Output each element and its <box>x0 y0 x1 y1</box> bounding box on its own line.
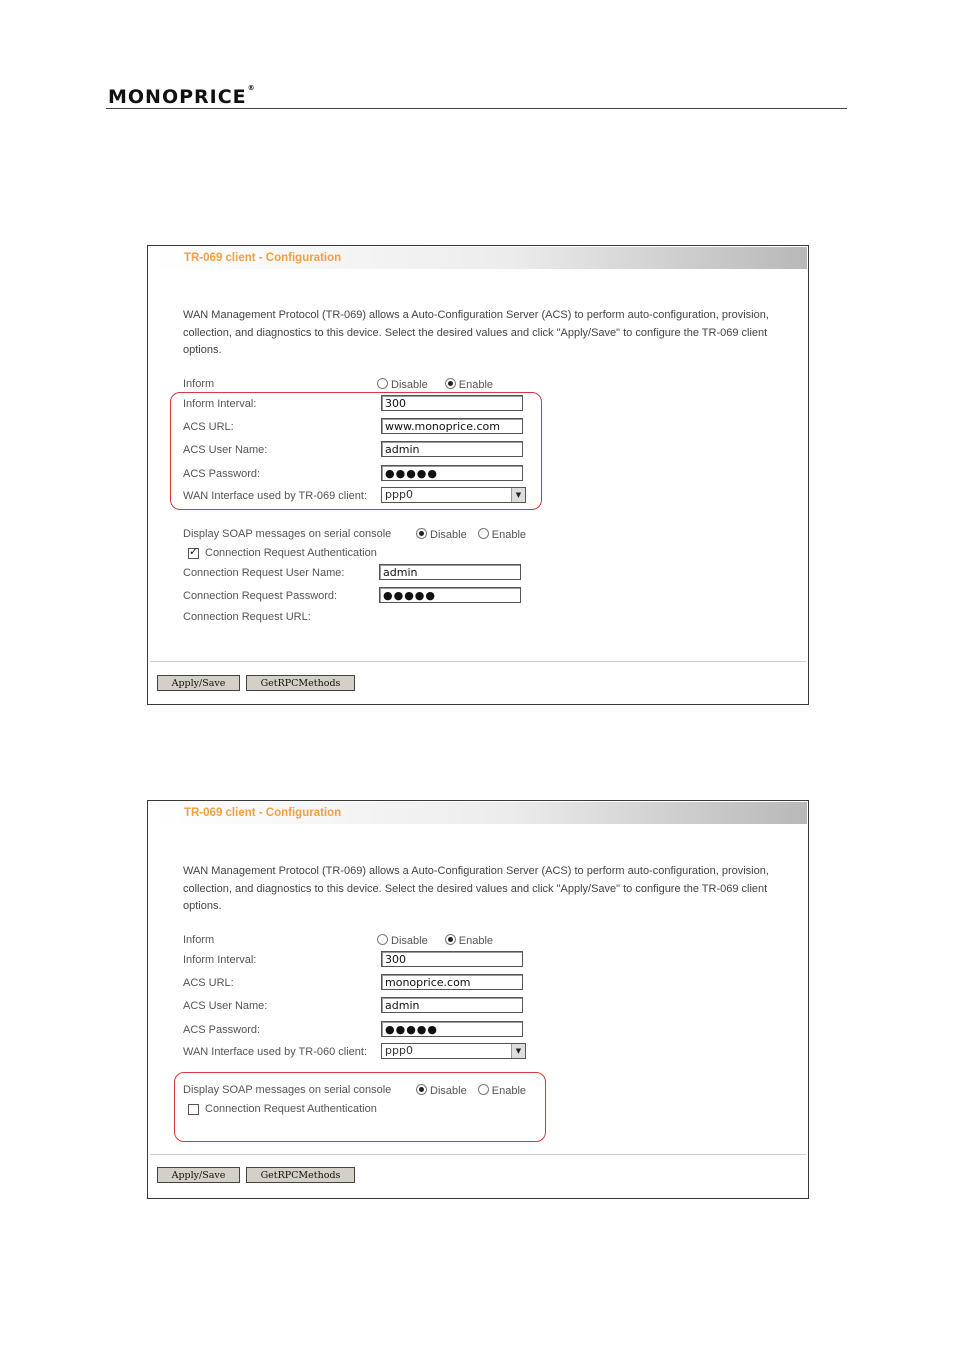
apply-save-button[interactable]: Apply/Save <box>157 1167 240 1183</box>
acs-user-label: ACS User Name: <box>183 1000 268 1012</box>
acs-user-input[interactable]: admin <box>381 997 523 1013</box>
panel-title: TR-069 client - Configuration <box>149 802 807 824</box>
conn-auth-checkbox[interactable] <box>188 548 199 559</box>
panel-description: WAN Management Protocol (TR-069) allows a Auto-Configuration Server (ACS) to perform auto-configuration, provision, collection, and diagnostics to this device. Select the desired values and click "Apply/Save" to configure the TR-069 client options. <box>183 865 769 912</box>
inform-interval-input[interactable]: 300 <box>381 395 523 411</box>
inform-enable-radio[interactable] <box>445 934 456 945</box>
wan-interface-select[interactable]: ppp0 ▼ <box>381 1043 526 1059</box>
conn-user-label: Connection Request User Name: <box>183 567 345 579</box>
inform-disable-radio[interactable] <box>377 378 388 389</box>
inform-interval-input[interactable]: 300 <box>381 951 523 967</box>
inform-interval-label: Inform Interval: <box>183 954 257 966</box>
wan-interface-select[interactable]: ppp0 ▼ <box>381 487 526 503</box>
inform-radio-group <box>377 378 501 391</box>
soap-label: Display SOAP messages on serial console <box>183 1084 392 1096</box>
inform-disable-radio[interactable] <box>377 934 388 945</box>
footer-divider <box>150 661 806 662</box>
soap-radio-group <box>416 1084 534 1097</box>
tr069-config-panel-1 <box>147 245 809 705</box>
get-rpc-methods-button[interactable]: GetRPCMethods <box>246 675 355 691</box>
wan-interface-label: WAN Interface used by TR-060 client: <box>183 1046 368 1058</box>
acs-password-label: ACS Password: <box>183 1024 261 1036</box>
header-divider <box>106 108 847 109</box>
inform-label: Inform <box>183 378 215 390</box>
acs-url-input[interactable]: monoprice.com <box>381 974 523 990</box>
apply-save-button[interactable]: Apply/Save <box>157 675 240 691</box>
acs-url-input[interactable]: www.monoprice.com <box>381 418 523 434</box>
acs-user-input[interactable]: admin <box>381 441 523 457</box>
dropdown-arrow-icon[interactable]: ▼ <box>511 1044 525 1058</box>
acs-url-label: ACS URL: <box>183 421 234 433</box>
inform-radio-group <box>377 934 501 947</box>
conn-auth-checkbox[interactable] <box>188 1104 199 1115</box>
soap-radio-group <box>416 528 534 541</box>
inform-disable-option[interactable]: Disable <box>377 379 428 391</box>
soap-enable-option[interactable]: Enable <box>478 1085 526 1097</box>
conn-user-input[interactable]: admin <box>379 564 521 580</box>
conn-password-input[interactable]: ●●●●● <box>379 587 521 603</box>
inform-disable-option[interactable]: Disable <box>377 935 428 947</box>
acs-password-label: ACS Password: <box>183 468 261 480</box>
acs-url-label: ACS URL: <box>183 977 234 989</box>
acs-password-input[interactable]: ●●●●● <box>381 465 523 481</box>
acs-password-input[interactable]: ●●●●● <box>381 1021 523 1037</box>
conn-url-label: Connection Request URL: <box>183 611 311 623</box>
monoprice-logo: MONOPRICE® <box>108 84 256 108</box>
soap-disable-option[interactable]: Disable <box>416 1085 467 1097</box>
soap-disable-radio[interactable] <box>416 1084 427 1095</box>
get-rpc-methods-button[interactable]: GetRPCMethods <box>246 1167 355 1183</box>
soap-enable-option[interactable]: Enable <box>478 529 526 541</box>
tr069-config-panel-2 <box>147 800 809 1199</box>
soap-enable-radio[interactable] <box>478 1084 489 1095</box>
inform-enable-option[interactable]: Enable <box>445 935 493 947</box>
soap-label: Display SOAP messages on serial console <box>183 528 392 540</box>
soap-enable-radio[interactable] <box>478 528 489 539</box>
conn-auth-label: Connection Request Authentication <box>205 1103 377 1115</box>
dropdown-arrow-icon[interactable]: ▼ <box>511 488 525 502</box>
inform-enable-option[interactable]: Enable <box>445 379 493 391</box>
soap-disable-option[interactable]: Disable <box>416 529 467 541</box>
inform-interval-label: Inform Interval: <box>183 398 257 410</box>
inform-label: Inform <box>183 934 215 946</box>
inform-enable-radio[interactable] <box>445 378 456 389</box>
soap-disable-radio[interactable] <box>416 528 427 539</box>
panel-description: WAN Management Protocol (TR-069) allows a Auto-Configuration Server (ACS) to perform auto-configuration, provision, collection, and diagnostics to this device. Select the desired values and click "Apply/Save" to configure the TR-069 client options. <box>183 309 769 356</box>
conn-password-label: Connection Request Password: <box>183 590 338 602</box>
wan-interface-label: WAN Interface used by TR-069 client: <box>183 490 368 502</box>
footer-divider <box>150 1154 806 1155</box>
acs-user-label: ACS User Name: <box>183 444 268 456</box>
conn-auth-label: Connection Request Authentication <box>205 547 377 559</box>
panel-title: TR-069 client - Configuration <box>149 247 807 269</box>
